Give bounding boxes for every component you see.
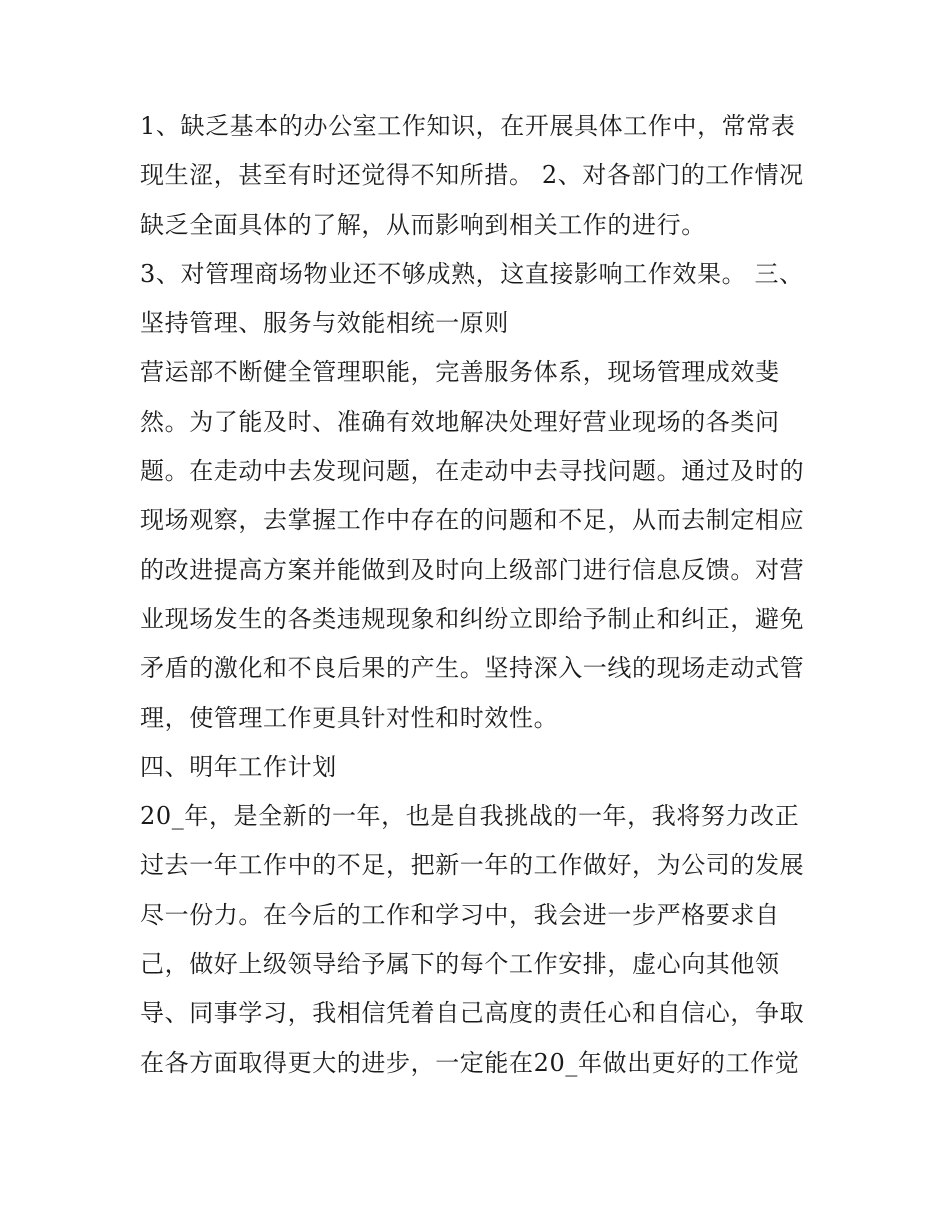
text-line: 缺乏全面具体的了解，从而影响到相关工作的进行。 [140, 210, 706, 239]
text-line: 过去一年工作中的不足，把新一年的工作做好，为公司的发展 [140, 851, 805, 880]
text-line: 导、同事学习，我相信凭着自己高度的责任心和自信心，争取 [140, 999, 805, 1028]
text-line: 在各方面取得更大的进步，一定能在20_年做出更好的工作觉 [140, 1048, 800, 1077]
text-line: 现生涩，甚至有时还觉得不知所措。 2、对各部门的工作情况 [140, 161, 804, 190]
text-line: 题。在走动中去发现问题，在走动中去寻找问题。通过及时的 [140, 457, 805, 486]
text-line: 3、对管理商场物业还不够成熟，这直接影响工作效果。 三、 [140, 259, 804, 288]
text-line: 己，做好上级领导给予属下的每个工作安排，虚心向其他领 [140, 950, 780, 979]
section-heading: 四、明年工作计划 [140, 752, 337, 781]
text-line: 理，使管理工作更具针对性和时效性。 [140, 703, 559, 732]
text-line: 现场观察，去掌握工作中存在的问题和不足，从而去制定相应 [140, 506, 805, 535]
section-heading: 坚持管理、服务与效能相统一原则 [140, 309, 509, 338]
text-line: 的改进提高方案并能做到及时向上级部门进行信息反馈。对营 [140, 555, 805, 584]
document-body [140, 102, 820, 1088]
text-line: 尽一份力。在今后的工作和学习中，我会进一步严格要求自 [140, 900, 780, 929]
text-line: 矛盾的激化和不良后果的产生。坚持深入一线的现场走动式管 [140, 654, 805, 683]
text-line: 1、缺乏基本的办公室工作知识，在开展具体工作中，常常表 [140, 112, 796, 140]
text-line: 然。为了能及时、准确有效地解决处理好营业现场的各类问 [140, 407, 780, 436]
text-line: 20_年，是全新的一年，也是自我挑战的一年，我将努力改正 [140, 802, 800, 831]
text-line: 业现场发生的各类违规现象和纠纷立即给予制止和纠正，避免 [140, 604, 805, 633]
text-line: 营运部不断健全管理职能，完善服务体系，现场管理成效斐 [140, 358, 780, 387]
